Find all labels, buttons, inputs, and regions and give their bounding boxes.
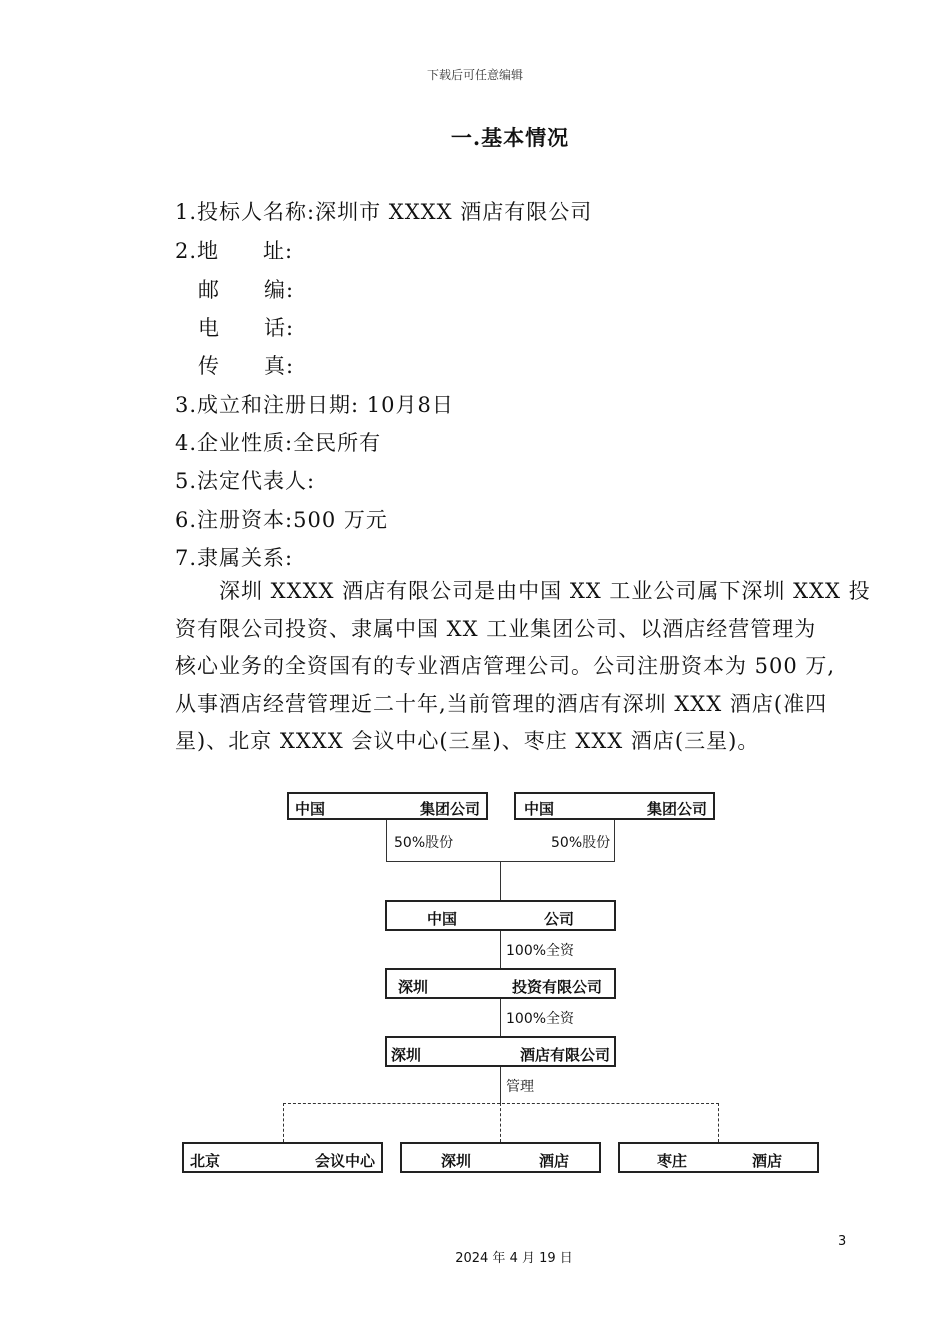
box-text-left: 中国 <box>427 910 458 928</box>
box-text-left: 深圳 <box>398 978 429 996</box>
paragraph-line: 深圳 XXXX 酒店有限公司是由中国 XX 工业公司属下深圳 XXX 投 <box>219 579 871 603</box>
box-text-left: 中国 <box>524 800 555 818</box>
box-text-right: 酒店 <box>538 1152 569 1170</box>
connector <box>614 820 615 862</box>
hotel-company-box <box>385 1036 616 1067</box>
share-label-left: 50%股份 <box>394 835 454 851</box>
header-note: 下载后可任意编辑 <box>426 68 523 82</box>
share-label-right: 50%股份 <box>551 835 611 851</box>
registered-capital-line: 6.注册资本:500 万元 <box>175 508 388 532</box>
company-box <box>385 900 616 931</box>
zaozhuang-hotel-box <box>618 1142 819 1173</box>
box-text-left: 深圳 <box>391 1046 422 1064</box>
postcode-line: 邮 编: <box>198 278 295 302</box>
founded-date-line: 3.成立和注册日期: 10月8日 <box>175 393 454 417</box>
box-text-right: 酒店有限公司 <box>519 1046 610 1064</box>
connector <box>386 820 387 862</box>
page-number: 3 <box>838 1234 847 1249</box>
dashed-connector <box>283 1103 284 1142</box>
box-text-right: 公司 <box>543 910 574 928</box>
box-text-left: 枣庄 <box>657 1152 688 1170</box>
paragraph-line: 核心业务的全资国有的专业酒店管理公司。公司注册资本为 500 万, <box>175 654 836 678</box>
company-description <box>175 573 871 761</box>
management-label: 管理 <box>506 1079 534 1095</box>
box-text-right: 酒店 <box>751 1152 782 1170</box>
connector <box>386 861 615 862</box>
box-text-right: 投资有限公司 <box>511 978 602 996</box>
connector <box>500 931 501 968</box>
ownership-label-1: 100%全资 <box>506 943 575 959</box>
footer-date: 2024 年 4 月 19 日 <box>455 1251 573 1266</box>
investment-company-box <box>385 968 616 999</box>
parent-group-left <box>287 792 488 820</box>
dashed-connector <box>718 1103 719 1142</box>
enterprise-nature-line: 4.企业性质:全民所有 <box>175 431 382 455</box>
paragraph-line: 资有限公司投资、隶属中国 XX 工业集团公司、以酒店经营管理为 <box>175 616 817 641</box>
box-text-right: 集团公司 <box>646 800 707 818</box>
paragraph-line: 从事酒店经营管理近二十年,当前管理的酒店有深圳 XXX 酒店(准四 <box>175 691 828 716</box>
bidder-name-line: 1.投标人名称:深圳市 XXXX 酒店有限公司 <box>175 200 593 224</box>
connector <box>500 999 501 1036</box>
box-text-left: 深圳 <box>441 1152 472 1170</box>
shenzhen-hotel-box <box>400 1142 601 1173</box>
box-text-right: 会议中心 <box>314 1152 375 1170</box>
fax-line: 传 真: <box>198 354 295 378</box>
paragraph-line: 星)、北京 XXXX 会议中心(三星)、枣庄 XXX 酒店(三星)。 <box>175 729 760 753</box>
dashed-connector <box>500 1103 501 1142</box>
parent-group-right <box>514 792 715 820</box>
address-line: 2.地 址: <box>175 239 294 263</box>
box-text-right: 集团公司 <box>419 800 480 818</box>
ownership-label-2: 100%全资 <box>506 1011 575 1027</box>
legal-representative-line: 5.法定代表人: <box>175 469 316 493</box>
connector <box>500 1067 501 1103</box>
box-text-left: 北京 <box>190 1152 221 1170</box>
section-title: 一.基本情况 <box>450 125 570 150</box>
box-text-left: 中国 <box>295 800 326 818</box>
connector <box>500 861 501 900</box>
beijing-conference-center-box <box>182 1142 383 1173</box>
dashed-connector <box>283 1103 719 1104</box>
affiliation-line: 7.隶属关系: <box>175 546 294 570</box>
phone-line: 电 话: <box>198 316 295 340</box>
